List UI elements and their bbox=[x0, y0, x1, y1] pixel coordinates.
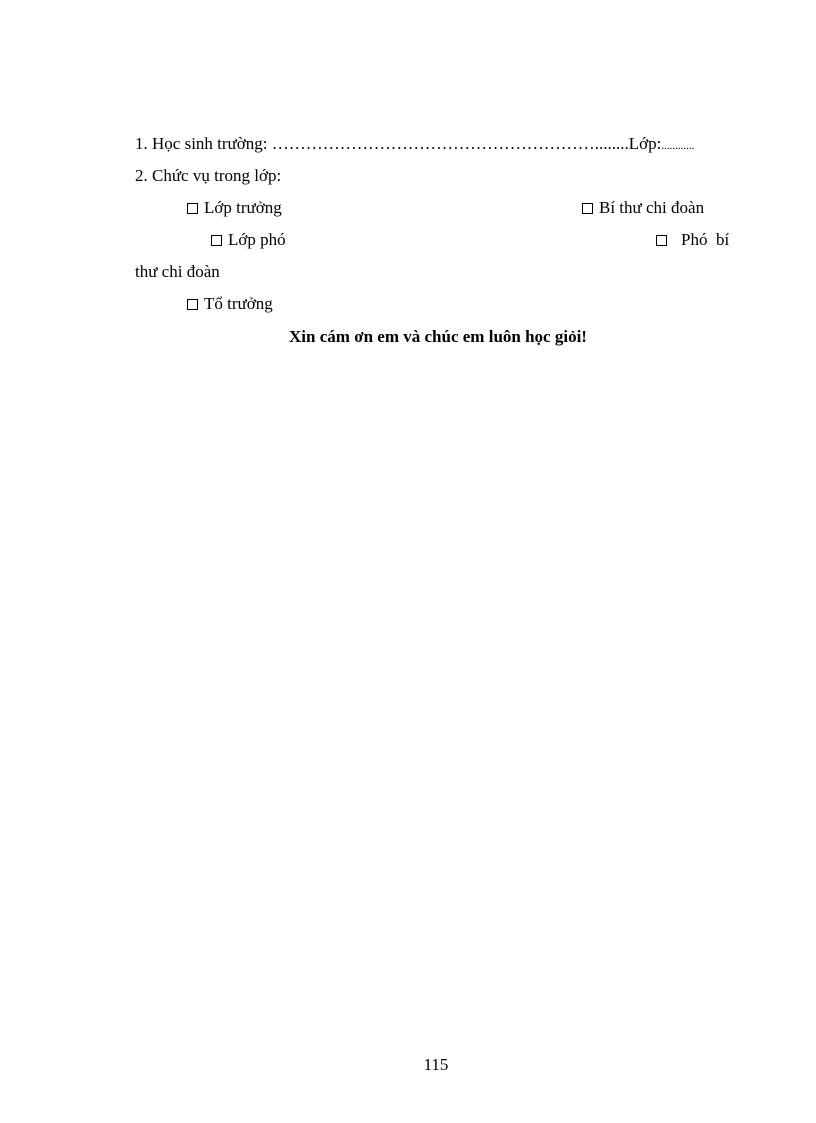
school-name-field[interactable]: …………………………………………………........ bbox=[271, 134, 629, 153]
option-label: Tổ trưởng bbox=[204, 294, 273, 313]
option-lop-truong[interactable] bbox=[187, 198, 282, 218]
option-pho-bi-thu-continued: thư chi đoàn bbox=[135, 262, 220, 281]
option-label: Lớp phó bbox=[228, 230, 286, 249]
closing-message: Xin cám ơn em và chúc em luôn học giỏi! bbox=[289, 327, 587, 346]
option-bi-thu-chi-doan[interactable] bbox=[582, 198, 704, 218]
question-1-label: 1. Học sinh trường: bbox=[135, 134, 272, 153]
checkbox-icon[interactable] bbox=[187, 203, 198, 214]
checkbox-icon[interactable] bbox=[582, 203, 593, 214]
option-label: Lớp trưởng bbox=[204, 198, 282, 217]
option-label: Bí thư chi đoàn bbox=[599, 198, 705, 217]
question-1 bbox=[135, 134, 694, 156]
class-field[interactable]: ............ bbox=[661, 140, 695, 152]
question-2: 2. Chức vụ trong lớp: bbox=[135, 166, 282, 185]
checkbox-icon[interactable] bbox=[656, 235, 667, 246]
class-label: Lớp: bbox=[628, 134, 662, 153]
option-pho-bi-thu[interactable] bbox=[656, 230, 729, 250]
option-label: Phó bí bbox=[681, 230, 730, 249]
checkbox-icon[interactable] bbox=[211, 235, 222, 246]
checkbox-icon[interactable] bbox=[187, 299, 198, 310]
page-number: 115 bbox=[423, 1055, 449, 1074]
option-lop-pho[interactable] bbox=[211, 230, 286, 250]
option-to-truong[interactable] bbox=[187, 294, 273, 314]
